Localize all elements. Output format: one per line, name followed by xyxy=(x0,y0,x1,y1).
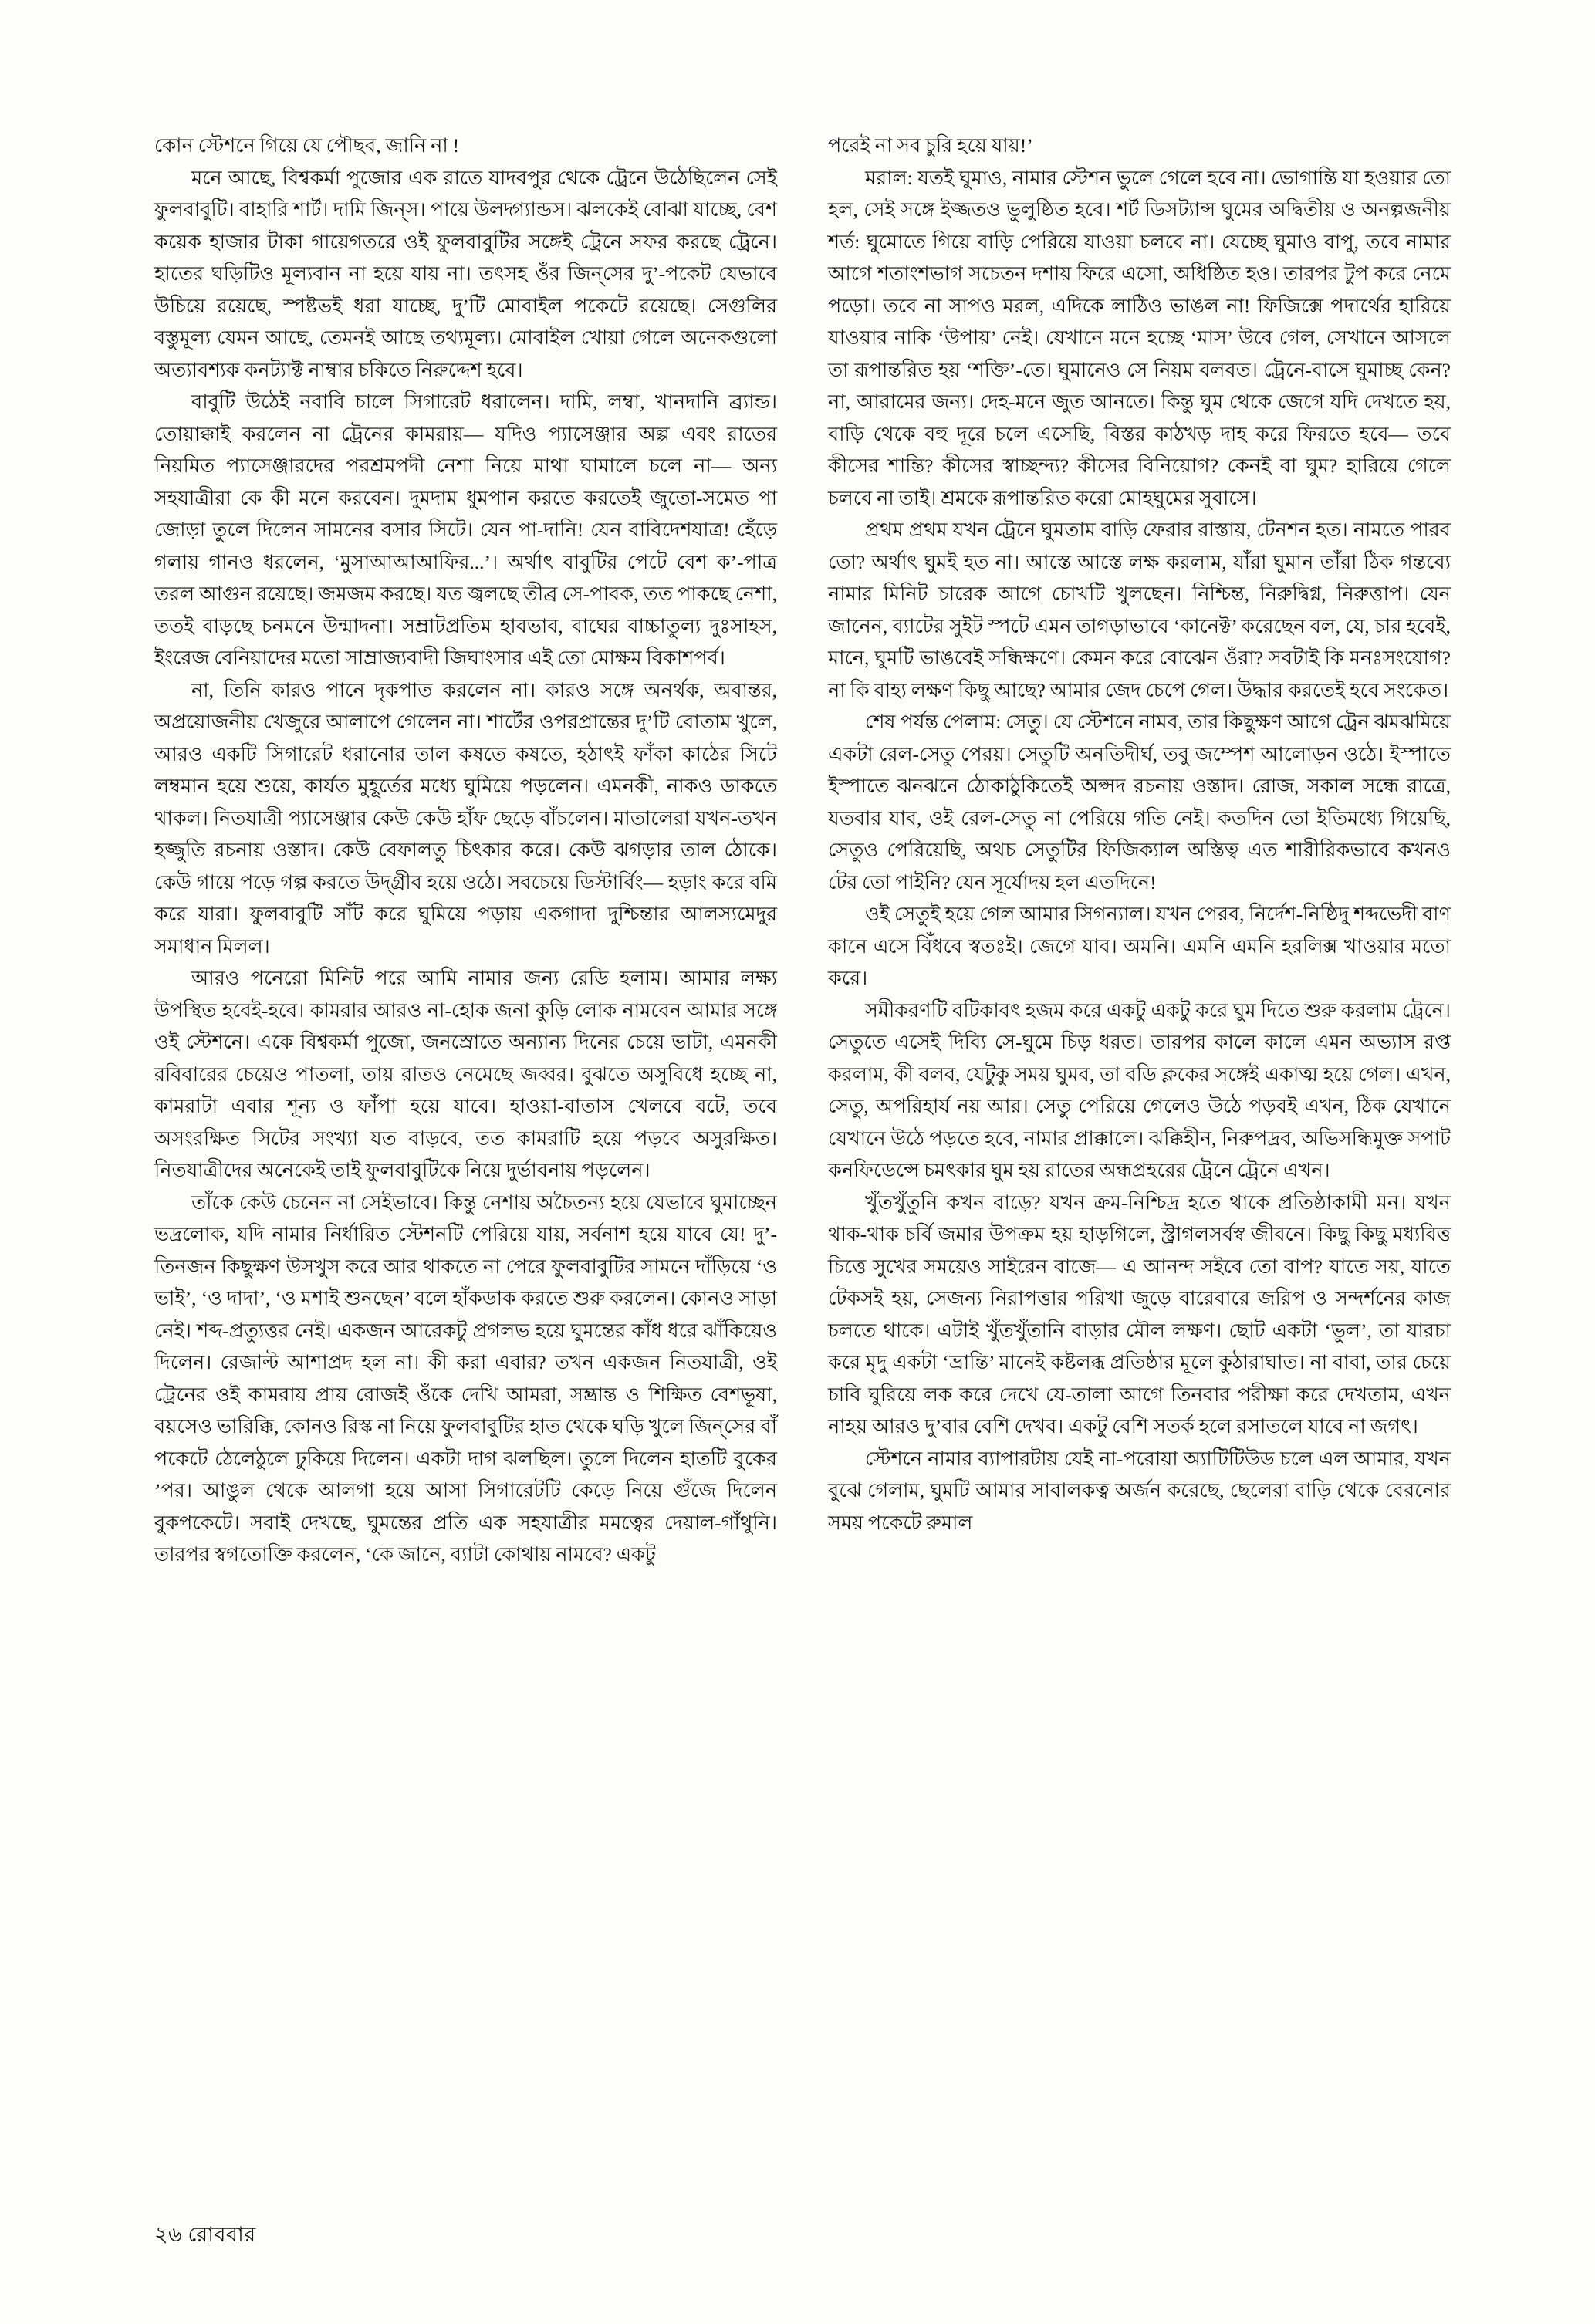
paragraph: শেষ পর্যন্ত পেলাম: সেতু। যে স্টেশনে নামব, তার কিছুক্ষণ আগে ট্রেন ঝমঝমিয়ে একটা রেল-সেতু পেরয়। সেতুটি অনতিদীর্ঘ, তবু জম্পেশ আলোড়ন ওঠে। ইস্পাতে ইস্পাতে ঝনঝনে ঠোকাঠুকিতেই অপ্সদ রচনায় ওস্তাদ। রোজ, সকাল সন্ধে রাত্রে, যতবার যাব, ওই রেল-সেতু না পেরিয়ে গতি নেই। কতদিন তো ইতিমধ্যে গিয়েছি, সেতুও পেরিয়েছি, অথচ সেতুটির ফিজিক্যাল অস্তিত্ব এত শারীরিকভাবে কখনও টের তো পাইনি? যেন সূর্যোদয় হল এতদিনে! xyxy=(828,711,1451,893)
paragraph: ওই সেতুই হয়ে গেল আমার সিগন্যাল। যখন পেরব, নির্দেশ-নিষ্ঠিদু শব্দভেদী বাণ কানে এসে বিঁধবে স্বতঃই। জেগে যাব। অমনি। এমনি এমনি হরলিক্স খাওয়ার মতো করে। xyxy=(828,903,1451,989)
right-column xyxy=(828,130,1451,1571)
two-column-body xyxy=(154,130,1451,1571)
paragraph: মরাল: যতই ঘুমাও, নামার স্টেশন ভুলে গেলে হবে না। ভোগান্তি যা হওয়ার তো হল, সেই সঙ্গে ইজ্জতও ভুলুষ্ঠিত হবে। শর্ট ডিসট্যান্স ঘুমের অদ্বিতীয় ও অনল্পজনীয় শর্ত: ঘুমোতে গিয়ে বাড়ি পেরিয়ে যাওয়া চলবে না। যেচ্ছে ঘুমাও বাপু, তবে নামার আগে শতাংশভাগ সচেতন দশায় ফিরে এসো, অধিষ্ঠিত হও। তারপর টুপ করে নেমে পড়ো। তবে না সাপও মরল, এদিকে লাঠিও ভাঙল না! ফিজিক্সে পদার্থের হারিয়ে যাওয়ার নাকি ‘উপায়’ নেই। যেখানে মনে হচ্ছে ‘মাস’ উবে গেল, সেখানে আসলে তা রূপান্তরিত হয় ‘শক্তি’-তে। ঘুমানেও সে নিয়ম বলবত। ট্রেনে-বাসে ঘুমাচ্ছ কেন? না, আরামের জন্য। দেহ-মনে জুত আনতে। কিন্তু ঘুম থেকে জেগে যদি দেখতে হয়, বাড়ি থেকে বহু দূরে চলে এসেছি, বিস্তর কাঠখড় দাহ করে ফিরতে হবে— তবে কীসের শান্তি? কীসের স্বাচ্ছন্দ্য? কীসের বিনিয়োগ? কেনই বা ঘুম? হারিয়ে গেলে চলবে না তাই। শ্রমকে রূপান্তরিত করো মোহঘুমের সুবাসে। xyxy=(828,166,1451,509)
left-column xyxy=(154,130,777,1571)
paragraph: প্রথম প্রথম যখন ট্রেনে ঘুমতাম বাড়ি ফেরার রাস্তায়, টেনশন হত। নামতে পারব তো? অর্থাৎ ঘুমই হত না। আস্তে আস্তে লক্ষ করলাম, যাঁরা ঘুমান তাঁরা ঠিক গন্তব্যে নামার মিনিট চারেক আগে চোখটি খুলছেন। নিশ্চিন্ত, নিরুদ্বিগ্ন, নিরুত্তাপ। যেন জানেন, ব্যাটের সুইট স্পটে এমন তাগড়াভাবে ‘কানেক্ট’ করেছেন বল, যে, চার হবেই, মানে, ঘুমটি ভাঙবেই সন্ধিক্ষণে। কেমন করে বোঝেন ওঁরা? সবটাই কি মনঃসংযোগ? না কি বাহ্য লক্ষণ কিছু আছে? আমার জেদ চেপে গেল। উদ্ধার করতেই হবে সংকেত। xyxy=(828,519,1451,701)
paragraph: সমীকরণটি বটিকাবৎ হজম করে একটু একটু করে ঘুম দিতে শুরু করলাম ট্রেনে। সেতুতে এসেই দিব্যি সে-ঘুমে চিড় ধরত। তারপর কালে কালে এমন অভ্যাস রপ্ত করলাম, কী বলব, যেটুকু সময় ঘুমব, তা বডি ক্লকের সঙ্গেই একাত্ম হয়ে গেল। এখন, সেতু, অপরিহার্য নয় আর। সেতু পেরিয়ে গেলেও উঠে পড়বই এখন, ঠিক যেখানে যেখানে উঠে পড়তে হবে, নামার প্রাক্কালে। ঝক্কিহীন, নিরুপদ্রব, অভিসন্ধিমুক্ত সপাট কনফিডেন্সে চমৎকার ঘুম হয় রাতের অন্ধপ্রহরের ট্রেনে ট্রেনে এখন। xyxy=(828,998,1451,1181)
paragraph: পরেই না সব চুরি হয়ে যায়!’ xyxy=(828,134,1033,157)
paragraph: না, তিনি কারও পানে দৃকপাত করলেন না। কারও সঙ্গে অনর্থক, অবান্তর, অপ্রয়োজনীয় খেজুরে আলাপে গেলেন না। শার্টের ওপরপ্রান্তের দু’টি বোতাম খুলে, আরও একটি সিগারেট ধরানোর তাল কষতে কষতে, হঠাৎই ফাঁকা কাঠের সিটে লম্বমান হয়ে শুয়ে, কার্যত মুহূর্তের মধ্যে ঘুমিয়ে পড়লেন। এমনকী, নাকও ডাকতে থাকল। নিতযাত্রী প্যাসেঞ্জার কেউ কেউ হাঁফ ছেড়ে বাঁচলেন। মাতালেরা যখন-তখন হজ্জুতি রচনায় ওস্তাদ। কেউ বেফালতু চিৎকার করে। কেউ ঝগড়ার তাল ঠোকে। কেউ গায়ে পড়ে গল্প করতে উদ্গ্রীব হয়ে ওঠে। সবচেয়ে ডিস্টার্বিং— হড়াং করে বমি করে যারা। ফুলবাবুটি সাঁট করে ঘুমিয়ে পড়ায় একগাদা দুশ্চিন্তার আলস্যমেদুর সমাধান মিলল। xyxy=(154,678,777,958)
paragraph: খুঁতখুঁতুনি কখন বাড়ে? যখন ক্রম-নিশ্চিদ্র হতে থাকে প্রতিষ্ঠাকামী মন। যখন থাক-থাক চর্বি জমার উপক্রম হয় হাড়গিলে, স্ট্রাগলসর্বস্ব জীবনে। কিছু কিছু মধ্যবিত্ত চিত্তে সুখের সময়েও সাইরেন বাজে— এ আনন্দ সইবে তো বাপ? যাতে সয়, যাতে টেকসই হয়, সেজন্য নিরাপত্তার পরিখা জুড়ে বারেবারে জরিপ ও সন্দর্শনের কাজ চলতে থাকে। এটাই খুঁতখুঁতানি বাড়ার মৌল লক্ষণ। ছোট একটা ‘ভুল’, তা যারচা করে মৃদু একটা ‘ভ্রান্তি’ মানেই কষ্টলব্ধ প্রতিষ্ঠার মূলে কুঠারাঘাত। না বাবা, তার চেয়ে চাবি ঘুরিয়ে লক করে দেখে যে-তালা আগে তিনবার পরীক্ষা করে দেখতাম, এখন নাহয় আরও দু’বার বেশি দেখব। একটু বেশি সতর্ক হলে রসাতলে যাবে না জগৎ। xyxy=(828,1191,1451,1437)
paragraph: স্টেশনে নামার ব্যাপারটায় যেই না-পরোয়া অ্যাটিটিউড চলে এল আমার, যখন বুঝে গেলাম, ঘুমটি আমার সাবালকত্ব অর্জন করেছে, ছেলেরা বাড়ি থেকে বেরনোর সময় পকেটে রুমাল xyxy=(828,1447,1451,1534)
page-footer: ২৬ রোববার xyxy=(154,2223,256,2246)
paragraph: বাবুটি উঠেই নবাবি চালে সিগারেট ধরালেন। দামি, লম্বা, খানদানি ব্র্যান্ড। তোয়াক্কাই করলেন না ট্রেনের কামরায়— যদিও প্যাসেঞ্জার অল্প এবং রাতের নিয়মিত প্যাসেঞ্জারদের পরশ্রমপদী নেশা নিয়ে মাথা ঘামালে চলে না— অন্য সহযাত্রীরা কে কী মনে করবেন। দুমদাম ধুমপান করতে করতেই জুতো-সমেত পা জোড়া তুলে দিলেন সামনের বসার সিটে। যেন পা-দানি! যেন বাবিদেশযাত্র! হেঁড়ে গলায় গানও ধরলেন, ‘মুসাআআআফির...’। অর্থাৎ বাবুটির পেটে বেশ ক’-পাত্র তরল আগুন রয়েছে। জমজম করছে। যত জ্বলছে তীব্র সে-পাবক, তত পাকছে নেশা, ততই বাড়ছে চনমনে উন্মাদনা। সম্রাটপ্রতিম হাবভাব, বাঘের বাচ্চাতুল্য দুঃসাহস, ইংরেজ বেনিয়াদের মতো সাম্রাজ্যবাদী জিঘাংসার এই তো মোক্ষম বিকাশপর্ব। xyxy=(154,390,777,669)
paragraph: মনে আছে, বিশ্বকর্মা পুজোর এক রাতে যাদবপুর থেকে ট্রেনে উঠেছিলেন সেই ফুলবাবুটি। বাহারি শার্ট। দামি জিন্‌স। পায়ে উলদ্গ্যান্ডস। ঝলকেই বোঝা যাচ্ছে, বেশ কয়েক হাজার টাকা গায়েগতরে ওই ফুলবাবুটির সঙ্গেই ট্রেনে সফর করছে ট্রেনে। হাতের ঘড়িটিও মূল্যবান না হয়ে যায় না। তৎসহ ওঁর জিন্‌সের দু’-পকেট যেভাবে উচিয়ে রয়েছে, স্পষ্টভই ধরা যাচ্ছে, দু’টি মোবাইল পকেটে রয়েছে। সেগুলির বস্তুমূল্য যেমন আছে, তেমনই আছে তথ্যমূল্য। মোবাইল খোয়া গেলে অনেকগুলো অত্যাবশ্যক কনট্যাক্ট নাম্বার চকিতে নিরুদ্দেশ হবে। xyxy=(154,166,777,381)
paragraph: কোন স্টেশনে গিয়ে যে পৌছব, জানি না ! xyxy=(154,134,460,157)
paragraph: তাঁকে কেউ চেনেন না সেইভাবে। কিন্তু নেশায় অচৈতন্য হয়ে যেভাবে ঘুমাচ্ছেন ভদ্রলোক, যদি নামার নির্ধারিত স্টেশনটি পেরিয়ে যায়, সর্বনাশ হয়ে যাবে যে! দু’-তিনজন কিছুক্ষণ উসখুস করে আর থাকতে না পেরে ফুলবাবুটির সামনে দাঁড়িয়ে ‘ও ভাই’, ‘ও দাদা’, ‘ও মশাই শুনছেন’ বলে হাঁকডাক করতে শুরু করলেন। কোনও সাড়া নেই। শব্দ-প্রত্যুত্তর নেই। একজন আরেকটু প্রগলভ হয়ে ঘুমন্তের কাঁধ ধরে ঝাঁকিয়েও দিলেন। রেজাল্ট আশাপ্রদ হল না। কী করা এবার? তখন একজন নিতযাত্রী, ওই ট্রেনের ওই কামরায় প্রায় রোজই ওঁকে দেখি আমরা, সম্ভ্রান্ত ও শিক্ষিত বেশভূষা, বয়সেও ভারিক্কি, কোনও রিস্ক না নিয়ে ফুলবাবুটির হাত থেকে ঘড়ি খুলে জিন্‌সের বাঁ পকেটে ঠেলেঠুলে ঢুকিয়ে দিলেন। একটা দাগ ঝলছিল। তুলে দিলেন হাতটি বুকের ’পর। আঙুল থেকে আলগা হয়ে আসা সিগারেটটি কেড়ে নিয়ে গুঁজে দিলেন বুকপকেটে। সবাই দেখছে, ঘুমন্তের প্রতি এক সহযাত্রীর মমত্বের দেয়াল-গাঁথুনি। তারপর স্বগতোক্তি করলেন, ‘কে জানে, ব্যাটা কোথায় নামবে? একটু xyxy=(154,1191,777,1566)
paragraph: আরও পনেরো মিনিট পরে আমি নামার জন্য রেডি হলাম। আমার লক্ষ্য উপস্থিত হবেই-হবে। কামরার আরও না-হোক জনা কুড়ি লোক নামবেন আমার সঙ্গে ওই স্টেশনে। একে বিশ্বকর্মা পুজো, জনস্রোতে অন্যান্য দিনের চেয়ে ভাটা, এমনকী রবিবারের চেয়েও পাতলা, তায় রাতও নেমেছে জব্বর। বুঝতে অসুবিধে হচ্ছে না, কামরাটা এবার শূন্য ও ফাঁপা হয়ে যাবে। হাওয়া-বাতাস খেলবে বটে, তবে অসংরক্ষিত সিটের সংখ্যা যত বাড়বে, তত কামরাটি হয়ে পড়বে অসুরক্ষিত। নিতযাত্রীদের অনেকেই তাই ফুলবাবুটিকে নিয়ে দুর্ভাবনায় পড়লেন। xyxy=(154,967,777,1181)
